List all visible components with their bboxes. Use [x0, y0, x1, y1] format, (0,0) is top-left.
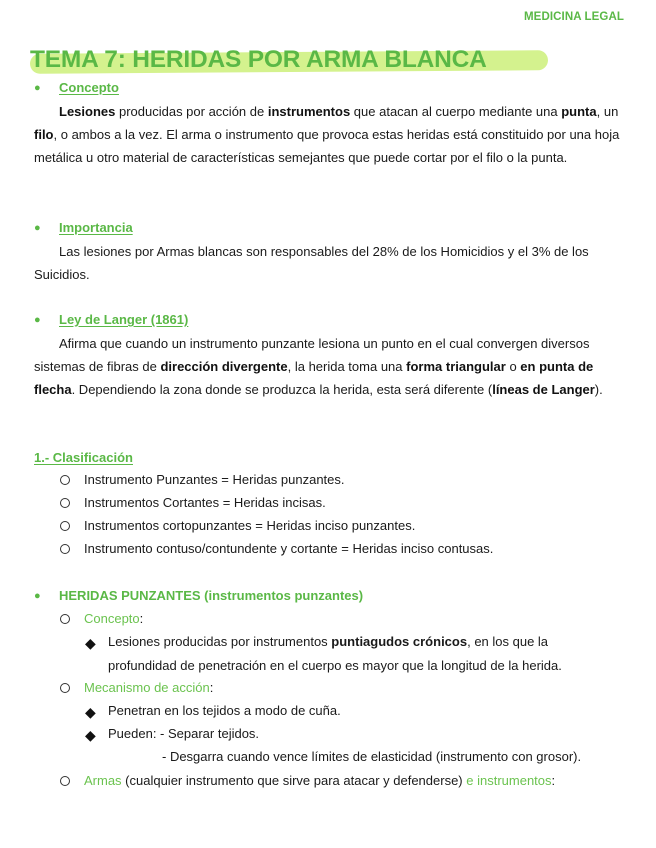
bold-term: forma triangular — [406, 359, 506, 375]
list-item-mecanismo — [84, 680, 213, 695]
diamond-bullet: ◆ — [85, 635, 96, 651]
text-run: , o ambos a la vez. El arma o instrumento que provoca estas heridas está constituido por una hoja metálica u otro material de características semejantes que puede cortar por el filo o la punta. — [34, 127, 620, 166]
sub-item-continuation: - Desgarra cuando vence límites de elasticidad (instrumento con grosor). — [162, 749, 582, 764]
title-block — [30, 46, 487, 74]
sub-item — [108, 630, 548, 653]
page-title: TEMA 7: HERIDAS POR ARMA BLANCA — [30, 46, 487, 73]
text-run: : — [551, 773, 556, 788]
text-run: : — [209, 680, 214, 695]
bullet-dot: ● — [34, 82, 41, 94]
sub-item: Pueden: - Separar tejidos. — [108, 726, 260, 741]
subject-header: MEDICINA LEGAL — [524, 11, 624, 23]
list-item: Instrumentos Cortantes = Heridas incisas. — [84, 495, 326, 510]
green-label: e instrumentos — [466, 773, 552, 788]
text-run: ). — [594, 382, 603, 398]
bold-term: en punta de flecha — [34, 359, 594, 398]
text-run: producidas por acción de — [115, 104, 268, 119]
list-item: Instrumentos cortopunzantes = Heridas inciso punzantes. — [84, 518, 416, 533]
importancia-paragraph: Las lesiones por Armas blancas son responsables del 28% de los Homicidios y el 3% de los Suicidios. — [34, 244, 589, 283]
text-run: que atacan al cuerpo mediante una — [350, 104, 562, 119]
section-heading-concepto: Concepto — [59, 80, 119, 95]
section-heading-langer: Ley de Langer (1861) — [59, 312, 189, 327]
diamond-bullet: ◆ — [85, 704, 96, 720]
bullet-dot: ● — [34, 590, 41, 602]
text-run: . Dependiendo la zona donde se produzca la herida, esta será diferente ( — [71, 382, 493, 398]
bold-term: líneas de Langer — [492, 382, 595, 398]
text-run: Lesiones producidas por instrumentos — [108, 634, 332, 649]
hollow-bullet — [60, 683, 70, 693]
text-run: : — [139, 611, 144, 626]
section-heading-importancia: Importancia — [59, 220, 133, 235]
bullet-dot: ● — [34, 314, 41, 326]
bold-term: puntiagudos crónicos — [331, 634, 468, 649]
bold-term: instrumentos — [267, 104, 351, 119]
bullet-dot: ● — [34, 222, 41, 234]
list-item: Instrumento contuso/contundente y cortante = Heridas inciso contusas. — [84, 541, 494, 556]
green-label: Concepto — [84, 611, 140, 626]
diamond-bullet: ◆ — [85, 727, 96, 743]
hollow-bullet — [60, 544, 70, 554]
hollow-bullet — [60, 776, 70, 786]
concepto-paragraph — [34, 100, 624, 170]
text-run: , la herida toma una — [287, 359, 407, 375]
bold-term: filo — [34, 127, 54, 143]
sub-item-continuation: profundidad de penetración en el cuerpo es mayor que la longitud de la herida. — [108, 658, 562, 673]
bold-term: dirección divergente — [160, 359, 288, 375]
green-label: Armas — [84, 773, 122, 788]
hollow-bullet — [60, 498, 70, 508]
list-item-armas — [84, 773, 555, 788]
hollow-bullet — [60, 475, 70, 485]
hollow-bullet — [60, 521, 70, 531]
text-run: (cualquier instrumento que sirve para atacar y defenderse) — [121, 773, 467, 788]
bold-term: punta — [561, 104, 597, 119]
green-label: Mecanismo de acción — [84, 680, 210, 695]
text-run: o — [505, 359, 521, 375]
section-heading-clasificacion: 1.- Clasificación — [34, 450, 133, 465]
hollow-bullet — [60, 614, 70, 624]
langer-paragraph — [34, 332, 624, 402]
text-run: , un — [596, 104, 619, 119]
text-run: Afirma que cuando un instrumento punzante lesiona un punto en el cual convergen diversos sistemas de fibras de — [34, 336, 590, 375]
section-heading-punzantes: HERIDAS PUNZANTES (instrumentos punzantes) — [59, 588, 364, 603]
bold-term: Lesiones — [59, 104, 116, 119]
text-run: , en los que la — [467, 634, 549, 649]
list-item: Instrumento Punzantes = Heridas punzantes. — [84, 472, 345, 487]
list-item-concepto — [84, 611, 143, 626]
sub-item: Penetran en los tejidos a modo de cuña. — [108, 703, 341, 718]
